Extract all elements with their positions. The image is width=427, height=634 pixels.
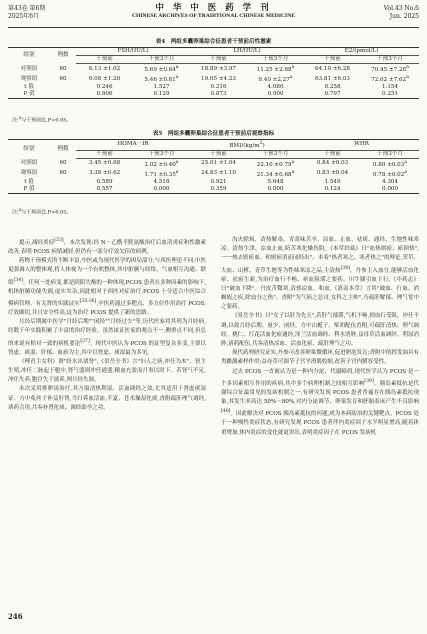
table4-caption: 表4 两组多囊卵巢综合征患者干预前后性激素 [155, 39, 272, 45]
table-cell-value: 72.02 ±7.62$^a$ [371, 75, 409, 84]
table-cell-value: 11.25 ±2.68$^a$ [256, 65, 295, 74]
body-paragraph: 月经后期属中医学"月经后期""闭经""月经过少"等,历代医家将其列为月经病,经数千年实践积累了丰富的治疗经验。虽然该证医家的观点不一,侧重点不同,但总的来说有相对一致的病机要论[37]。现代中医认为 PCOS 的证型复杂多变,主要以肾虚、痰湿、肝郁、血瘀为主,其中以肾虚、痰湿最为多见。 [8, 319, 206, 356]
table-cell-value: 4.518 [153, 178, 170, 185]
table-row [8, 179, 419, 186]
table-cell-n [50, 84, 76, 91]
table-cell-value: 4.080 [267, 84, 284, 91]
header-center [8, 4, 419, 20]
table-cell-n: 60 [59, 160, 67, 167]
table-row [8, 74, 419, 84]
table-cell-value: 0.80 ±0.03$^a$ [372, 160, 408, 168]
table-cell-value: 9.40 ±2.27$^a$ [258, 75, 293, 84]
table-cell-value: 0.129 [133, 91, 190, 99]
table-cell-group: P 值 [8, 186, 50, 194]
body-paragraph: 《傅青主女科》谓"经水出诸肾",《景岳全书》言"妇人之病,冲任为本"。肾主生殖,冲任二脉起于胞中,肾气盛则冲任通盛,精血充盈而月事以时下。若肾气不足,冲任失养,胞宫失于濡养,则月经失调。 [8, 358, 206, 384]
body-paragraph: 《景岳全书》曰"女子以肝为先天",若肝气郁滞,气机不畅,则血行受阻、冲任不调,以致月经后期、量少、闭经。方中山栀子、柴胡配伍香附,可疏肝清热、理气调经。桃仁、红花活血化瘀通经,泽兰活血调经、利水消肿,益母草活血调经、利尿消肿,诸药配伍,共奏清热凉血、活血化瘀、疏肝理气之功。 [221, 313, 419, 348]
page-number: 246 [8, 612, 23, 621]
table5-header-whr: WHR [304, 140, 419, 151]
table-cell-value: 0.000 [361, 186, 419, 194]
table-cell-value: 4.304 [381, 178, 398, 185]
body-paragraph: 沟火除烦、清热解毒。青蒿味苦辛、凉血、止血、祛痰、通经、生地性味寒凉、清热生津、凉血止血,防苦寒化燥伤阴。《本草经疏》曰"血热则瘀、瘀则热",一一热去则瘀血、和则瘀消而闭经出"。本着"热者寒之、寒者热之"的理论,荣草、大血、山楂、青草生地等为性味寒凉之品,主清热[38]。丹参主入血分,能够活血化瘀、祛瘀生新,为治疗血行不畅、瘀血阻滞之要药。川牛膝引血下行,《中药志》曰"破血下降"。丹皮苦微寒,清热凉血、和血,《滇南本草》言其"破血、行血、消癥瘕之疾,除血分之热"。香附"为气病之总司,女科之主帅",乃疏肝解郁、理气宽中之要药。 [221, 237, 420, 311]
table-cell-value: 1.527 [153, 84, 170, 91]
journal-header [8, 4, 419, 28]
table-cell-group: t 值 [24, 84, 34, 91]
table4-subheader-pre: 干预前 [304, 56, 361, 64]
table-cell-value: 3.45 ±0.68 [88, 160, 121, 167]
table-cell-value: 6.13 ±1.02 [88, 65, 121, 72]
table5-body [8, 159, 419, 194]
table-cell-n: 60 [59, 170, 67, 177]
table-cell-value: 0.84 ±0.03 [316, 160, 349, 167]
table-cell-value: 3.38 ±0.62 [88, 170, 121, 177]
body-paragraph: 提示,减轻炎症[33]。本次发现:经 N－乙酰半胱氨酸治疗后血清炎症和性激素改善,表明 PCOS 病情减轻,但仍有一部分疗效欠佳的病例。 [8, 238, 206, 256]
table-cell-value: 22.10 ±0.79$^a$ [256, 160, 295, 168]
date-en: Jun. 2025 [389, 13, 419, 20]
table-cell-value: 1.549 [324, 178, 341, 185]
table-cell-value: 0.797 [304, 91, 361, 99]
table-cell-value: 0.359 [190, 186, 247, 194]
table4-header-e2: E2/(pmol/L) [304, 48, 419, 56]
table-row [8, 84, 419, 91]
table5-subheader-post: 干预3个月 [247, 150, 304, 158]
table-cell-value: 19.05 ±4.23 [201, 75, 236, 82]
table-cell-value: 0.557 [76, 186, 133, 194]
body-paragraph: 过去 PCOS 一直被认为是一种内分泌、代谢障碍,现代医学认为 PCOS 是一个多因素相互作用的疾病,其中多个病理机制之间相互影响[39]。胰岛素抵抗是代谢综合征最常见的发病机制之一,有研究发现 PCOS 患者普遍存在胰岛素抵抗现象,其发生率高达 50%～80%,对内分泌调节、卵巢发育和胚胎着床产生不良影响[40]。因此解决对 PCOS 胰岛素抵抗的问题,成为本病防治的关键靶点。PCOS 处于一种慢性炎症状态,有研究发现 PCOS 患者伴内炎症因子水平明显增高,随着体重增加,体内炎症的变化就更突出,表明炎症因子在 PCOS 发病机 [221, 368, 419, 436]
table-cell-n [50, 179, 76, 186]
table-cell-value: 18.89 ±3.97 [201, 65, 236, 72]
table-cell-value: 2.02 ±0.40$^a$ [144, 160, 179, 168]
header-right [384, 5, 419, 21]
table5-subheader-pre: 干预前 [304, 150, 361, 158]
journal-title-cn: 中 华 中 医 药 学 刊 [155, 3, 272, 13]
table5-subheader-pre: 干预前 [190, 150, 247, 158]
table-cell-value: 0.251 [361, 91, 419, 99]
table-cell-value: 0.921 [210, 178, 227, 185]
table4-subheader-post: 干预3个月 [247, 56, 304, 64]
table-cell-value: 1.154 [381, 84, 398, 91]
body-column-right [221, 236, 419, 438]
table4 [8, 47, 419, 99]
table-cell-value: 64.10 ±6.28 [315, 65, 350, 72]
table-row [8, 169, 419, 179]
table-cell-value: 0.000 [247, 91, 304, 99]
table-row [8, 64, 419, 74]
table-cell-value: 1.71 ±0.35$^a$ [144, 169, 179, 178]
table-cell-value: 25.01 ±1.04 [201, 160, 236, 167]
table-cell-value: 0.216 [210, 84, 227, 91]
table4-header-lh: LH/(IU/L) [190, 48, 304, 56]
table4-subheader-pre: 干预前 [76, 56, 133, 64]
table4-header-group: 组别 [8, 48, 50, 64]
table5-header-n: 例数 [50, 140, 76, 159]
volume-issue-cn: 第43卷 第6期 [8, 5, 46, 12]
volume-issue-en: Vol.43 No.6 [383, 5, 419, 12]
table-cell-group: 观察组 [20, 75, 38, 82]
table-cell-value: 0.258 [324, 84, 341, 91]
table-cell-group: 对照组 [20, 160, 38, 167]
table-cell-value: 0.78 ±0.02$^a$ [372, 169, 408, 178]
header-rule [8, 27, 419, 28]
table-row [8, 159, 419, 169]
table-cell-n: 60 [59, 65, 67, 72]
table5 [8, 139, 419, 194]
table-cell-value: 0.000 [247, 186, 304, 194]
table-cell-value: 0.000 [133, 186, 190, 194]
table-cell-value: 63.81 ±6.03 [315, 75, 350, 82]
table4-body [8, 64, 419, 99]
table-cell-value: 6.08 ±1.20 [88, 75, 121, 82]
date-cn: 2025年6月 [8, 13, 40, 20]
table-cell-value: 5.648 [267, 178, 284, 185]
table5-subheader-post: 干预3个月 [133, 150, 190, 158]
table5-note: 注:$^a$与干预前比,P<0.05。 [12, 207, 72, 216]
table-cell-value: 0.124 [304, 186, 361, 194]
table-cell-value: 0.246 [96, 84, 113, 91]
table-cell-group: 观察组 [20, 170, 38, 177]
table-cell-group: 对照组 [20, 65, 38, 72]
table-cell-value: 0.873 [190, 91, 247, 99]
table4-header-n: 例数 [50, 48, 76, 64]
table4-subheader-pre: 干预前 [190, 56, 247, 64]
table4-subheader-post: 干预3个月 [361, 56, 419, 64]
table4-header-fsh: FSH/(IU/L) [76, 48, 190, 56]
table-cell-value: 0.806 [76, 91, 133, 99]
table-cell-value: 21.34 ±0.68$^a$ [256, 169, 295, 178]
table-cell-n [50, 91, 76, 99]
table4-subheader-post: 干预3个月 [133, 56, 190, 64]
table5-subheader-pre: 干预前 [76, 150, 133, 158]
body-paragraph: 现代药理研究证实,丹参可改善卵巢微循环,促进卵泡发育;香附中的挥发油具有类雌激素样作用;益母草可调节子宫平滑肌收缩,改善子宫内膜容受性。 [221, 350, 419, 366]
table-cell-value: 0.589 [96, 178, 113, 185]
table-row [8, 186, 419, 194]
table-row [8, 91, 419, 99]
table5-header-homa: HOMA－IR [76, 140, 190, 151]
table-cell-n: 60 [59, 75, 67, 82]
body-column-left [8, 236, 206, 413]
table4-note: 注:$^a$与干预前比,P<0.05。 [12, 115, 72, 124]
table-cell-value: 0.83 ±0.04 [316, 170, 349, 177]
table-cell-value: 70.45 ±7.28$^a$ [371, 65, 409, 74]
table-cell-value: 5.69 ±0.84$^a$ [144, 65, 179, 74]
table-cell-n [50, 186, 76, 194]
table-cell-value: 5.46 ±0.81$^a$ [144, 75, 179, 84]
table5-header-group: 组别 [8, 140, 50, 159]
body-paragraph: 本次采用排卵汤治疗,其方取清热利湿、活血调经之效,尤其适用于肾虚痰湿证。方中菟丝子补益肝肾,当归养血活血,半夏、苍术燥湿化痰,香附疏肝理气调经,诸药合用,共奏补肾化痰、调经助孕之功。 [8, 386, 206, 411]
table5-caption: 表5 两组多囊卵巢综合征患者干预前后观察指标 [152, 131, 275, 137]
body-paragraph: 药物干预模式的不断丰富,中医或为现代医学的困局部分,与西医理论不同,中医更强调人的整体观,将人体视为一个有机整体,其中脏腑与经络、气血相互沟通、联络[34]。任何一处病变,都是阴阳失衡的一种体现,PCOS 患者在多种因素的影响下,机体脏腑功能失调,虚实夹杂,因此相对于西医对症治疗,PCOS 十分适合中医综合模病管理。有关肾的实践证实[35-36],中医药通过多靶点、多方位作用治疗 PCOS,疗效确切,并且安全性高,这为治疗 PCOS 提供了新的思路。 [8, 258, 206, 316]
table5-subheader-post: 干预3个月 [361, 150, 419, 158]
table5-header-bmi: BMI/$(kg/m^2)$ [190, 140, 304, 151]
journal-title-en: CHINESE ARCHIVES OF TRADITIONAL CHINESE MEDICINE [131, 13, 296, 19]
table-cell-group: t 值 [24, 178, 34, 185]
table-cell-value: 24.83 ±1.10 [201, 170, 236, 177]
table-cell-group: P 值 [8, 91, 50, 99]
